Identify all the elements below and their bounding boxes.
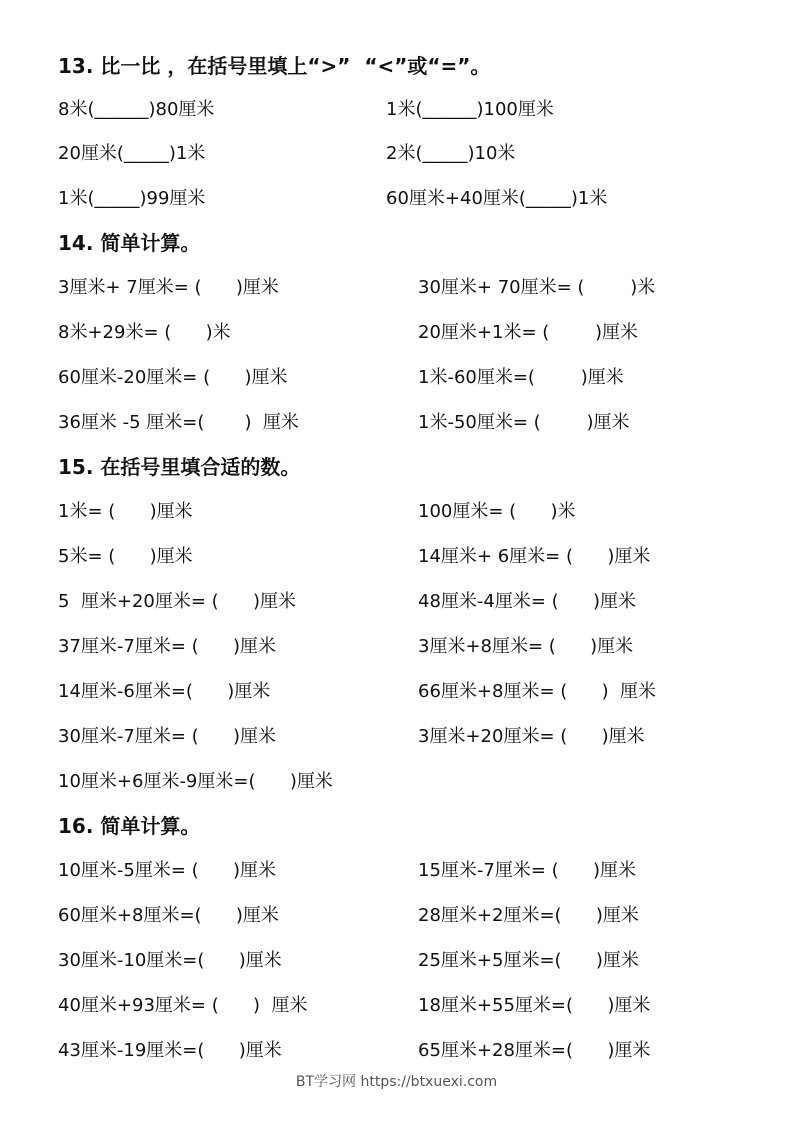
s16-item-1-left: 10厘米-5厘米= ( )厘米 xyxy=(58,860,277,881)
s13-item-2-left: 20厘米(_____)1米 xyxy=(58,143,206,164)
s13-item-1-left: 8米(______)80厘米 xyxy=(58,99,215,120)
s15-item-1-right: 100厘米= ( )米 xyxy=(418,501,576,522)
s14-item-1-right: 30厘米+ 70厘米= ( )米 xyxy=(418,277,656,298)
s16-item-4-right: 18厘米+55厘米=( )厘米 xyxy=(418,995,651,1016)
s13-item-3-left: 1米(_____)99厘米 xyxy=(58,188,206,209)
s13-item-2-right: 2米(_____)10米 xyxy=(386,143,516,164)
s15-item-6-left: 30厘米-7厘米= ( )厘米 xyxy=(58,726,277,747)
s15-item-1-left: 1米= ( )厘米 xyxy=(58,501,193,522)
s16-item-3-left: 30厘米-10厘米=( )厘米 xyxy=(58,950,282,971)
s13-item-1-right: 1米(______)100厘米 xyxy=(386,99,554,120)
section-15-title: 15. 在括号里填合适的数。 xyxy=(58,455,301,479)
s15-item-3-left: 5 厘米+20厘米= ( )厘米 xyxy=(58,591,297,612)
s16-item-5-right: 65厘米+28厘米=( )厘米 xyxy=(418,1040,651,1061)
s15-item-5-right: 66厘米+8厘米= ( ) 厘米 xyxy=(418,681,657,702)
s14-item-4-right: 1米-50厘米= ( )厘米 xyxy=(418,412,630,433)
s15-item-4-right: 3厘米+8厘米= ( )厘米 xyxy=(418,636,634,657)
s14-item-2-left: 8米+29米= ( )米 xyxy=(58,322,231,343)
s14-item-2-right: 20厘米+1米= ( )厘米 xyxy=(418,322,639,343)
s16-item-1-right: 15厘米-7厘米= ( )厘米 xyxy=(418,860,637,881)
s15-item-3-right: 48厘米-4厘米= ( )厘米 xyxy=(418,591,637,612)
s14-item-3-right: 1米-60厘米=( )厘米 xyxy=(418,367,624,388)
s15-item-7-left: 10厘米+6厘米-9厘米=( )厘米 xyxy=(58,771,333,792)
s15-item-5-left: 14厘米-6厘米=( )厘米 xyxy=(58,681,271,702)
s16-item-4-left: 40厘米+93厘米= ( ) 厘米 xyxy=(58,995,308,1016)
s16-item-2-right: 28厘米+2厘米=( )厘米 xyxy=(418,905,639,926)
footer-watermark: BT学习网 https://btxuexi.com xyxy=(295,1074,498,1090)
section-13-title: 13. 比一比 ，在括号里填上“>” “<”或“=”。 xyxy=(58,54,491,78)
s15-item-6-right: 3厘米+20厘米= ( )厘米 xyxy=(418,726,645,747)
section-14-title: 14. 简单计算。 xyxy=(58,231,201,255)
s14-item-3-left: 60厘米-20厘米= ( )厘米 xyxy=(58,367,288,388)
s14-item-1-left: 3厘米+ 7厘米= ( )厘米 xyxy=(58,277,279,298)
s16-item-2-left: 60厘米+8厘米=( )厘米 xyxy=(58,905,279,926)
s13-item-3-right: 60厘米+40厘米(_____)1米 xyxy=(386,188,608,209)
s15-item-2-left: 5米= ( )厘米 xyxy=(58,546,193,567)
s16-item-5-left: 43厘米-19厘米=( )厘米 xyxy=(58,1040,282,1061)
s14-item-4-left: 36厘米 -5 厘米=( ) 厘米 xyxy=(58,412,299,433)
s15-item-4-left: 37厘米-7厘米= ( )厘米 xyxy=(58,636,277,657)
s16-item-3-right: 25厘米+5厘米=( )厘米 xyxy=(418,950,639,971)
s15-item-2-right: 14厘米+ 6厘米= ( )厘米 xyxy=(418,546,651,567)
section-16-title: 16. 简单计算。 xyxy=(58,814,201,838)
